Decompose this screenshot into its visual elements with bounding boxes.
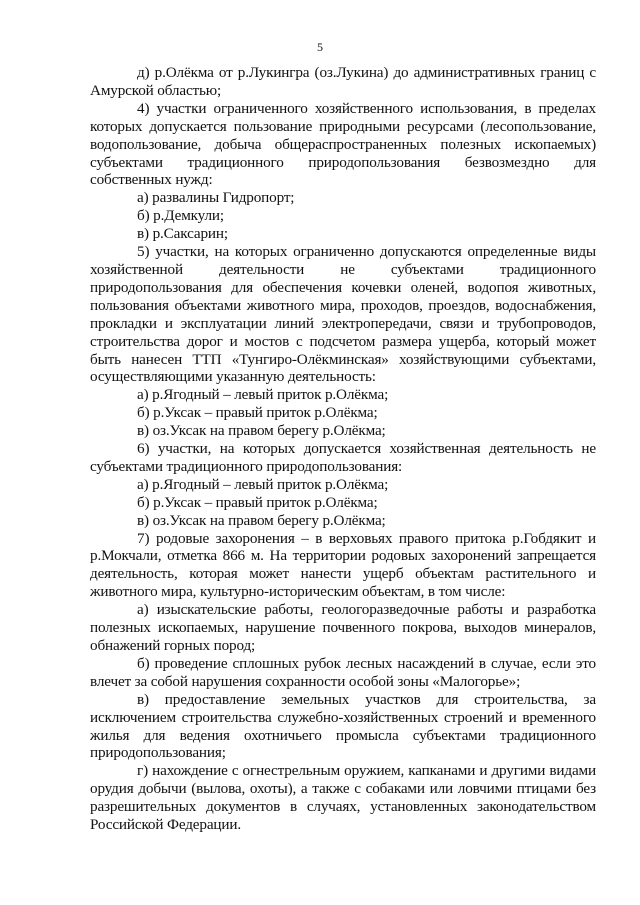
list-item-6c: в) оз.Уксак на правом берегу р.Олёкма; <box>137 511 386 529</box>
list-item-6a: а) р.Ягодный – левый приток р.Олёкма; <box>137 475 389 493</box>
list-item-5c: в) оз.Уксак на правом берегу р.Олёкма; <box>137 422 386 440</box>
list-item-5a: а) р.Ягодный – левый приток р.Олёкма; <box>137 386 389 404</box>
list-item-7d: г) нахождение с огнестрельным оружием, капканами и другими видами орудия добычи (вылова, охоты), а также с собаками или ловчими птицами без разрешительных документов в случаях, установленных законодательством Российской Федерации. <box>90 762 596 834</box>
list-item-4b: б) р.Демкули; <box>137 207 224 225</box>
list-item-7c: в) предоставление земельных участков для строительства, за исключением строительства служебно-хозяйственных строений и временного жилья для ведения охотничьего промысла субъектами традиционного природопользования; <box>90 690 596 762</box>
list-item-4c: в) р.Саксарин; <box>137 225 228 243</box>
page-number: 5 <box>317 40 323 54</box>
document-body <box>90 64 596 834</box>
list-item-5b: б) р.Уксак – правый приток р.Олёкма; <box>137 404 378 422</box>
list-item-7b: б) проведение сплошных рубок лесных насаждений в случае, если это влечет за собой нарушения сохранности особой зоны «Малогорье»; <box>90 654 596 690</box>
list-item-4a: а) развалины Гидропорт; <box>137 189 295 207</box>
paragraph-section-7: 7) родовые захоронения – в верховьях правого притока р.Гобдякит и р.Мокчали, отметка 866 м. На территории родовых захоронений запрещается деятельность, которая может нанести ущерб объектам растительного и животного мира, культурно-историческим объектам, в том числе: <box>90 529 596 601</box>
paragraph-section-6: 6) участки, на которых допускается хозяйственная деятельность не субъектами традиционного природопользования: <box>90 440 596 475</box>
paragraph-section-5: 5) участки, на которых ограниченно допускаются определенные виды хозяйственной деятельности не субъектами традиционного природопользования для обеспечения кочевки оленей, водопоя животных, пользования объектами животного мира, проходов, проездов, водоснабжения, прокладки и эксплуатации линий электропередачи, связи и трубопроводов, строительства дорог и мостов с подсчетом размера ущерба, который может быть нанесен ТТП «Тунгиро-Олёкминская» хозяйствующими субъектами, осуществляющими указанную деятельность: <box>90 243 596 386</box>
list-item-7a: а) изыскательские работы, геологоразведочные работы и разработка полезных ископаемых, нарушение почвенного покрова, выходов минералов, обнажений горных пород; <box>90 601 596 654</box>
paragraph-section-4: 4) участки ограниченного хозяйственного использования, в пределах которых допускается пользование природными ресурсами (лесопользование, водопользование, добыча общераспространенных полезных ископаемых) субъектами традиционного природопользования безвозмездно для собственных нужд: <box>90 99 596 189</box>
list-item-6b: б) р.Уксак – правый приток р.Олёкма; <box>137 493 378 511</box>
paragraph-item-d-olekma: д) р.Олёкма от р.Лукингра (оз.Лукина) до административных границ с Амурской областью; <box>90 64 596 99</box>
